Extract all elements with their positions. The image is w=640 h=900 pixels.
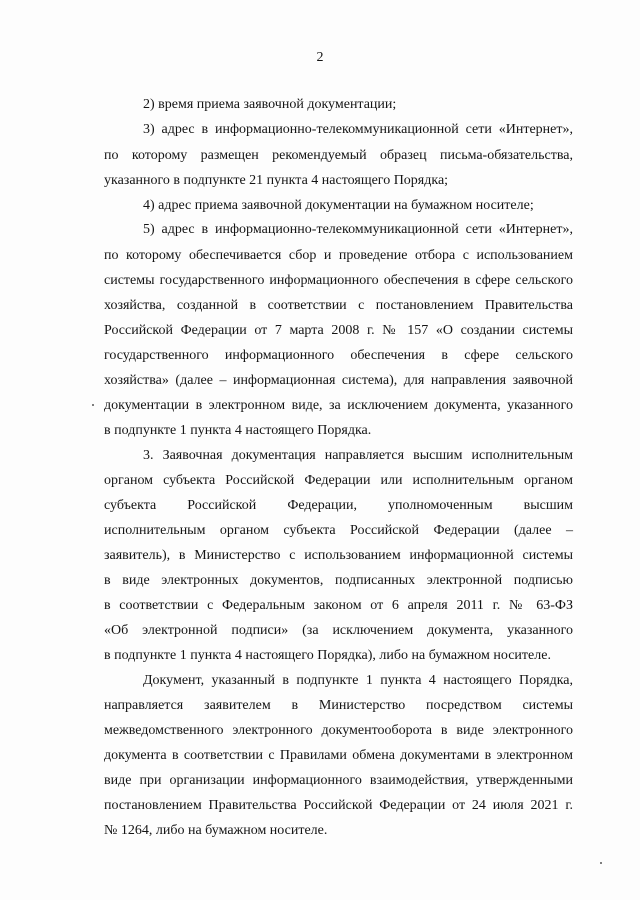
text-line: № 1264, либо на бумажном носителе. <box>104 823 328 838</box>
text-line: хозяйства» (далее – информационная система), для направления заявочной <box>104 373 573 388</box>
text-line: 3) адрес в информационно-телекоммуникационной сети «Интернет», <box>143 122 573 137</box>
scan-speck <box>600 862 602 864</box>
text-line: документации в электронном виде, за исключением документа, указанного <box>104 398 573 413</box>
text-line: субъекта Российской Федерации, уполномоченным высшим <box>104 498 573 513</box>
text-line: исполнительным органом субъекта Российской Федерации (далее – <box>104 523 573 538</box>
text-line: указанного в подпункте 21 пункта 4 настоящего Порядка; <box>104 173 449 188</box>
text-line: системы государственного информационного обеспечения в сфере сельского <box>104 273 573 288</box>
text-line: постановлением Правительства Российской Федерации от 24 июля 2021 г. <box>104 798 573 813</box>
text-line: виде при организации информационного взаимодействия, утвержденными <box>104 773 573 788</box>
text-line: 4) адрес приема заявочной документации на бумажном носителе; <box>143 198 534 213</box>
text-line: по которому размещен рекомендуемый образец письма-обязательства, <box>104 148 573 163</box>
text-line: в подпункте 1 пункта 4 настоящего Порядка. <box>104 423 372 438</box>
text-line: направляется заявителем в Министерство посредством системы <box>104 698 573 713</box>
text-line: межведомственного электронного документооборота в виде электронного <box>104 723 573 738</box>
text-line: Российской Федерации от 7 марта 2008 г. № 157 «О создании системы <box>104 323 573 338</box>
text-line: в соответствии с Федеральным законом от 6 апреля 2011 г. № 63-ФЗ <box>104 598 573 613</box>
text-line: 3. Заявочная документация направляется высшим исполнительным <box>143 448 573 463</box>
text-line: государственного информационного обеспечения в сфере сельского <box>104 348 573 363</box>
text-line: органом субъекта Российской Федерации или исполнительным органом <box>104 473 573 488</box>
scan-speck <box>92 404 94 406</box>
text-line: 5) адрес в информационно-телекоммуникационной сети «Интернет», <box>143 222 573 237</box>
text-line: «Об электронной подписи» (за исключением документа, указанного <box>104 623 573 638</box>
text-line: заявитель), в Министерство с использованием информационной системы <box>104 548 573 563</box>
text-line: в виде электронных документов, подписанных электронной подписью <box>104 573 573 588</box>
text-line: хозяйства, созданной в соответствии с постановлением Правительства <box>104 298 573 313</box>
text-line: документа в соответствии с Правилами обмена документами в электронном <box>104 748 573 763</box>
text-line: Документ, указанный в подпункте 1 пункта 4 настоящего Порядка, <box>143 673 573 688</box>
page-number: 2 <box>316 50 324 65</box>
text-line: 2) время приема заявочной документации; <box>143 97 397 112</box>
text-line: по которому обеспечивается сбор и проведение отбора с использованием <box>104 248 573 263</box>
text-line: в подпункте 1 пункта 4 настоящего Порядка), либо на бумажном носителе. <box>104 648 551 663</box>
